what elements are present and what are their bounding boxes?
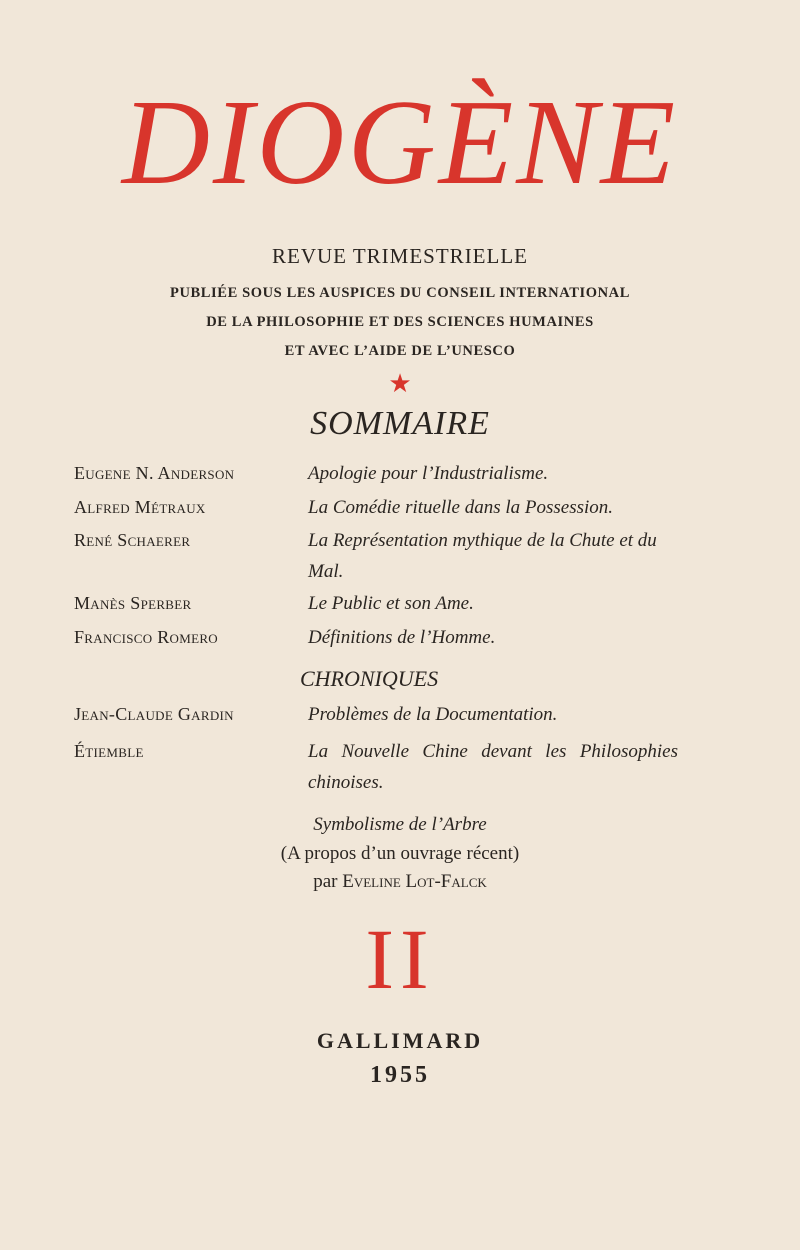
toc-title: Problèmes de la Documentation. [308,704,558,725]
toc-author: Manès Sperber [74,593,192,613]
note-author: Eveline Lot-Falck [342,871,487,892]
journal-subtitle: REVUE TRIMESTRIELLE [271,244,528,268]
sommaire-heading: SOMMAIRE [310,405,490,442]
toc-author: Jean-Claude Gardin [74,704,234,724]
note-subtitle: (A propos d’un ouvrage récent) [280,843,520,864]
publisher-info-line-1: PUBLIÉE SOUS LES AUSPICES DU CONSEIL INTERNATIONAL [169,285,631,301]
toc-title: Le Public et son Ame. [308,593,474,614]
toc-author: Francisco Romero [74,627,218,647]
toc-author: René Schaerer [74,530,191,550]
toc-title: La Représentation mythique de la Chute et du Mal. [308,530,657,582]
publisher-info-line-3: ET AVEC L’AIDE DE L’UNESCO [284,343,516,359]
publisher-info-line-2: DE LA PHILOSOPHIE ET DES SCIENCES HUMAINES [206,314,594,330]
toc-title: La Comédie rituelle dans la Possession. [308,497,614,518]
note-byline [0,871,800,893]
issue-number: II [365,911,435,1007]
publication-year: 1955 [370,1062,430,1088]
journal-title: DIOGÈNE [121,75,679,210]
toc-title: Définitions de l’Homme. [308,627,496,648]
note-by-word: par [313,871,338,892]
toc-title: Apologie pour l’Industrialisme. [308,463,549,484]
chroniques-heading: CHRONIQUES [300,666,439,691]
note-title: Symbolisme de l’Arbre [313,814,487,835]
toc-author: Alfred Métraux [74,497,206,517]
toc-title: La Nouvelle Chine devant les Philosophies chinoises. [308,741,678,793]
toc-author: Étiemble [74,741,144,761]
star-icon: ★ [388,369,412,398]
toc-author: Eugene N. Anderson [74,463,235,483]
publisher-name: GALLIMARD [316,1028,484,1053]
